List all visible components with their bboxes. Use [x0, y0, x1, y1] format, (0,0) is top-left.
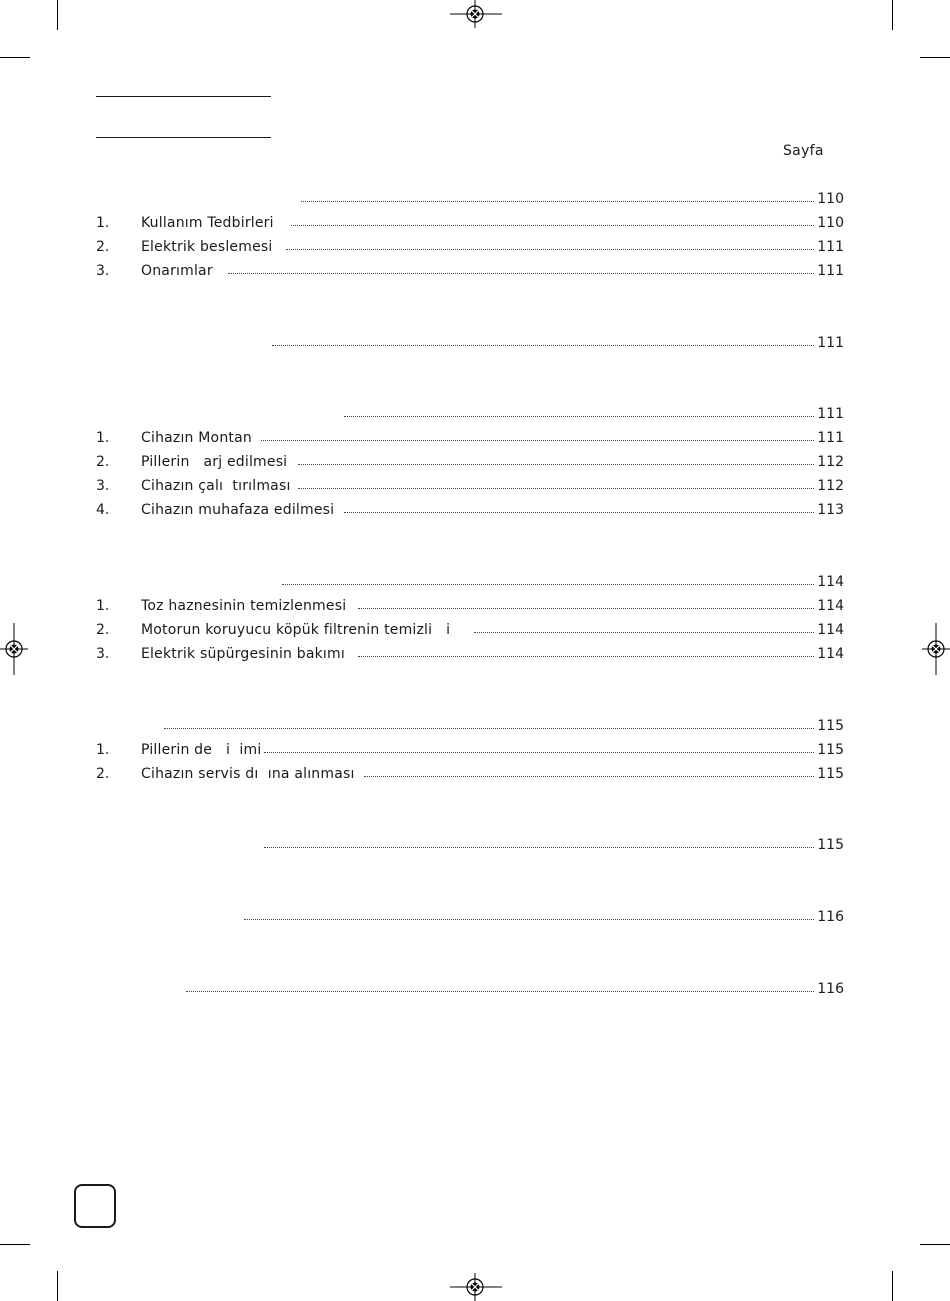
dot-leader	[298, 464, 814, 465]
toc-entry[interactable]	[96, 262, 844, 280]
toc-page-number: 112	[817, 478, 844, 494]
toc-number: 4.	[96, 502, 110, 518]
toc-number: 1.	[96, 430, 110, 446]
toc-entry[interactable]	[96, 405, 844, 423]
toc-number: 1.	[96, 215, 110, 231]
toc-entry[interactable]	[96, 190, 844, 208]
toc-title: Cihazın servis dı ına alınması	[141, 766, 355, 782]
toc-entry[interactable]	[96, 501, 844, 519]
page-column-label: Sayfa	[783, 143, 824, 159]
toc-page-number: 116	[817, 909, 844, 925]
toc-title: Pillerin arj edilmesi	[141, 454, 288, 470]
toc-page-number: 115	[817, 766, 844, 782]
toc-entry[interactable]	[96, 214, 844, 232]
crop-mark	[0, 57, 30, 58]
dot-leader	[264, 847, 814, 848]
registration-mark-icon	[922, 623, 950, 675]
toc-entry[interactable]	[96, 621, 844, 639]
toc-entry[interactable]	[96, 477, 844, 495]
header-rule	[96, 96, 271, 97]
toc-entry[interactable]	[96, 765, 844, 783]
crop-mark	[0, 1244, 30, 1245]
toc-number: 3.	[96, 478, 110, 494]
dot-leader	[358, 656, 814, 657]
toc-page-number: 110	[817, 215, 844, 231]
toc-entry[interactable]	[96, 334, 844, 352]
registration-mark-icon	[450, 0, 502, 28]
toc-entry[interactable]	[96, 453, 844, 471]
toc-entry[interactable]	[96, 429, 844, 447]
dot-leader	[291, 225, 814, 226]
toc-number: 2.	[96, 454, 110, 470]
dot-leader	[344, 416, 814, 417]
toc-page-number: 116	[817, 981, 844, 997]
dot-leader	[272, 345, 814, 346]
toc-page-number: 114	[817, 598, 844, 614]
dot-leader	[286, 249, 814, 250]
toc-entry[interactable]	[96, 836, 844, 854]
toc-number: 2.	[96, 622, 110, 638]
toc-title: Motorun koruyucu köpük filtrenin temizli i	[141, 622, 451, 638]
crop-mark	[920, 1244, 950, 1245]
toc-number: 3.	[96, 646, 110, 662]
crop-mark	[57, 0, 58, 30]
toc-page-number: 114	[817, 646, 844, 662]
toc-title: Toz haznesinin temizlenmesi	[141, 598, 347, 614]
registration-mark-icon	[0, 623, 28, 675]
dot-leader	[244, 919, 814, 920]
toc-page-number: 111	[817, 239, 844, 255]
toc-title: Cihazın muhafaza edilmesi	[141, 502, 335, 518]
toc-number: 2.	[96, 766, 110, 782]
toc-number: 1.	[96, 742, 110, 758]
toc-page-number: 113	[817, 502, 844, 518]
dot-leader	[344, 512, 814, 513]
dot-leader	[358, 608, 814, 609]
dot-leader	[186, 991, 814, 992]
toc-entry[interactable]	[96, 980, 844, 998]
crop-mark	[892, 0, 893, 30]
toc-number: 1.	[96, 598, 110, 614]
toc-page-number: 111	[817, 335, 844, 351]
dot-leader	[282, 584, 814, 585]
toc-page-number: 111	[817, 406, 844, 422]
crop-mark	[892, 1271, 893, 1301]
toc-title: Pillerin de i imi	[141, 742, 262, 758]
dot-leader	[364, 776, 814, 777]
dot-leader	[228, 273, 814, 274]
toc-title: Cihazın çalı tırılması	[141, 478, 291, 494]
dot-leader	[264, 752, 814, 753]
toc-entry[interactable]	[96, 908, 844, 926]
toc-page-number: 115	[817, 837, 844, 853]
toc-entry[interactable]	[96, 573, 844, 591]
toc-page-number: 111	[817, 430, 844, 446]
page-number-box	[74, 1184, 116, 1228]
toc-page-number: 114	[817, 622, 844, 638]
toc-title: Cihazın Montan	[141, 430, 252, 446]
dot-leader	[301, 201, 814, 202]
dot-leader	[298, 488, 814, 489]
toc-page-number: 115	[817, 742, 844, 758]
toc-number: 3.	[96, 263, 110, 279]
toc-entry[interactable]	[96, 717, 844, 735]
toc-entry[interactable]	[96, 238, 844, 256]
toc-page-number: 114	[817, 574, 844, 590]
toc-page-number: 115	[817, 718, 844, 734]
dot-leader	[261, 440, 814, 441]
registration-mark-icon	[450, 1273, 502, 1301]
toc-number: 2.	[96, 239, 110, 255]
dot-leader	[474, 632, 814, 633]
toc-page-number: 112	[817, 454, 844, 470]
header-rule	[96, 137, 271, 138]
toc-entry[interactable]	[96, 597, 844, 615]
toc-entry[interactable]	[96, 741, 844, 759]
crop-mark	[920, 57, 950, 58]
crop-mark	[57, 1271, 58, 1301]
toc-page-number: 110	[817, 191, 844, 207]
toc-page-number: 111	[817, 263, 844, 279]
dot-leader	[164, 728, 814, 729]
toc-title: Kullanım Tedbirleri	[141, 215, 274, 231]
toc-title: Onarımlar	[141, 263, 213, 279]
toc-entry[interactable]	[96, 645, 844, 663]
toc-title: Elektrik süpürgesinin bakımı	[141, 646, 345, 662]
toc-title: Elektrik beslemesi	[141, 239, 273, 255]
